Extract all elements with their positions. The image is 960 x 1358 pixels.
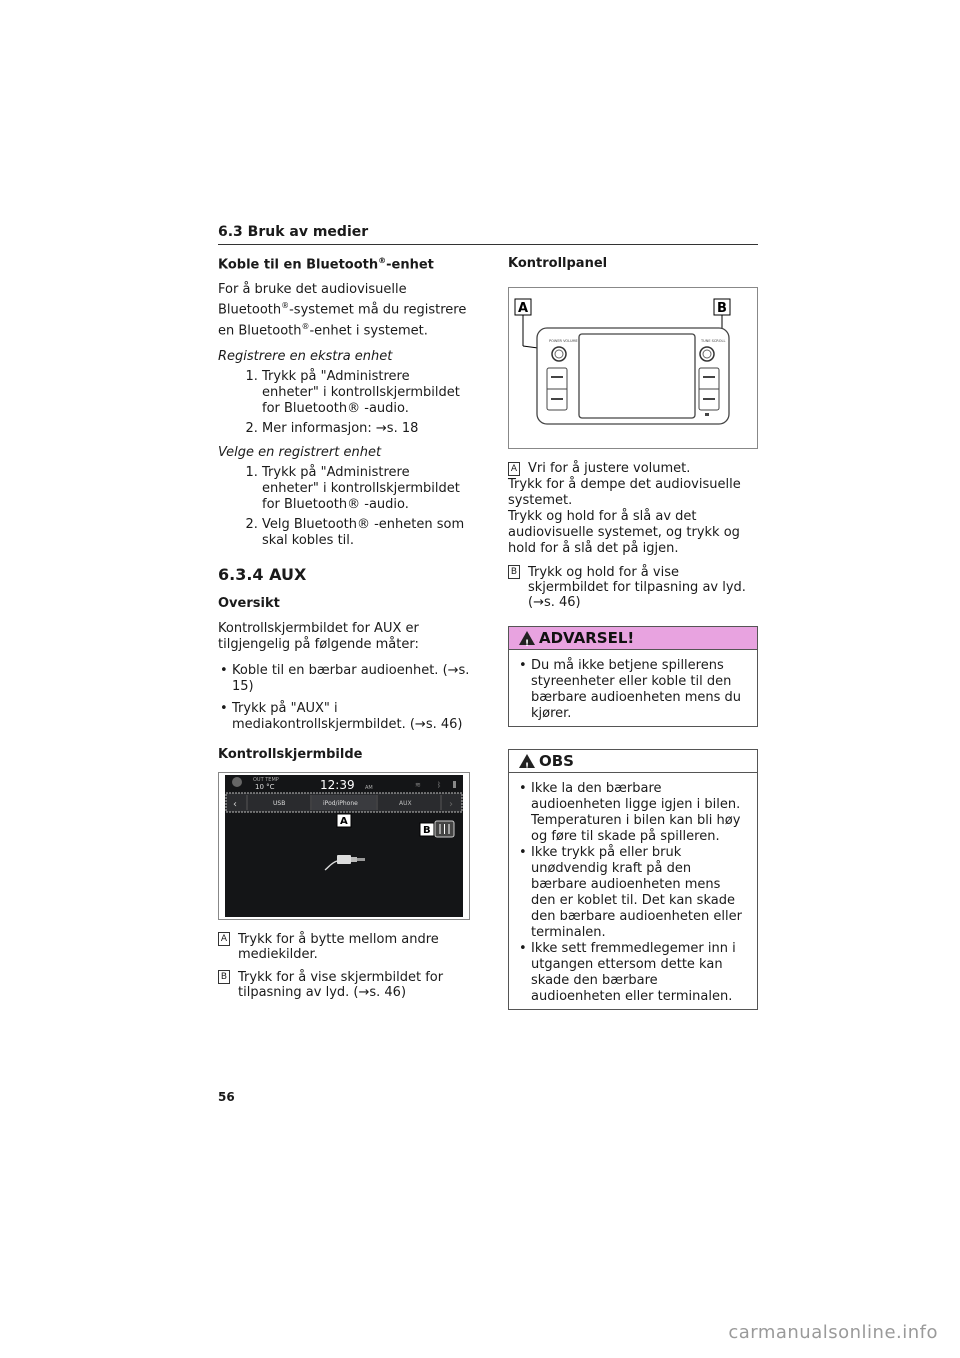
list-item <box>220 700 470 733</box>
aux-cable-icon <box>325 861 337 870</box>
list-item <box>519 845 749 941</box>
list-item <box>519 781 749 845</box>
bullet-icon: • <box>220 662 228 678</box>
bluetooth-heading-suffix: -enhet <box>386 257 434 273</box>
control-panel-illustration <box>508 287 758 449</box>
bullet-icon: • <box>519 845 527 860</box>
panel-callout-a <box>508 461 758 557</box>
am-pm: AM <box>365 784 373 791</box>
bluetooth-intro <box>218 282 470 339</box>
callout-label: B <box>508 565 520 579</box>
callout-text: Vri for å justere volumet. <box>528 461 691 476</box>
label-a: A <box>340 815 348 827</box>
warning-box <box>508 626 758 727</box>
aux-plug-icon <box>337 855 351 864</box>
overview-heading: Oversikt <box>218 595 280 611</box>
callout-label: A <box>508 462 520 476</box>
head-unit-display <box>579 334 695 418</box>
callout-label: A <box>218 932 230 946</box>
bullet-icon: • <box>519 658 527 673</box>
screen-graphics <box>225 775 463 917</box>
tab-usb[interactable]: USB <box>273 799 286 807</box>
aux-heading: 6.3.4 AUX <box>218 564 307 584</box>
button-mark <box>551 376 563 378</box>
panel-graphics <box>509 288 757 448</box>
register-title: Registrere en ekstra enhet <box>218 348 393 364</box>
button-mark <box>551 398 563 400</box>
back-chevron-icon[interactable]: ‹ <box>233 798 237 810</box>
callout-text: Trykk for å vise skjermbildet for tilpasning av lyd. (→s. 46) <box>238 969 444 1000</box>
label-b: B <box>717 301 727 316</box>
registered-mark: ® <box>281 301 290 311</box>
obs-body <box>509 773 757 1009</box>
tab-ipod[interactable]: iPod/iPhone <box>323 799 358 807</box>
section-divider <box>218 244 758 245</box>
obs-box <box>508 749 758 1010</box>
overview-list <box>218 663 470 733</box>
caution-icon <box>519 754 535 768</box>
register-step-2: 2. Mer informasjon: →s. 18 <box>262 421 470 437</box>
screen-callout-b <box>218 970 470 1000</box>
aux-plug-tip-icon <box>351 857 357 862</box>
screen-heading: Kontrollskjermbilde <box>218 746 363 762</box>
bluetooth-icon: ᛒ <box>437 780 442 789</box>
section-title: 6.3 Bruk av medier <box>218 224 369 240</box>
bluetooth-heading <box>218 256 470 272</box>
footer-watermark: carmanualsonline.info <box>728 1322 938 1343</box>
temperature: 10 °C <box>255 782 275 791</box>
wifi-icon: ≋ <box>415 780 421 789</box>
obs-title: OBS <box>539 752 574 770</box>
callout-text: Trykk for å bytte mellom andre mediekilder. <box>238 931 439 962</box>
register-steps <box>218 369 470 437</box>
select-steps <box>218 465 470 549</box>
page-number: 56 <box>218 1090 235 1104</box>
button-mark <box>703 376 715 378</box>
list-item-text: Du må ikke betjene spillerens styreenheter eller koble til den bærbare audioenheten mens du kjører. <box>531 658 742 721</box>
warning-header <box>509 627 757 650</box>
intro-part-2: -systemet må du registrere en Bluetooth <box>218 302 467 338</box>
power-volume-label: POWER VOLUME <box>549 339 578 343</box>
registered-mark: ® <box>301 321 310 331</box>
intro-part-1: For å bruke det audiovisuelle Bluetooth <box>218 282 407 318</box>
aux-plug-pin-icon <box>357 858 365 861</box>
select-title: Velge en registrert enhet <box>218 444 382 460</box>
callout-text: Trykk for å dempe det audiovisuelle systemet. <box>508 477 741 508</box>
bullet-icon: • <box>220 700 228 716</box>
list-item-text: Koble til en bærbar audioenhet. (→s. 15) <box>232 662 470 694</box>
volume-knob-center <box>555 350 563 358</box>
callout-label: B <box>218 970 230 984</box>
callout-text: Trykk og hold for å slå av det audiovisuelle systemet, og trykk og hold for å slå det på igjen. <box>508 509 740 556</box>
forward-chevron-icon[interactable]: › <box>449 798 453 810</box>
list-item-text: Ikke trykk på eller bruk unødvendig kraft på den bærbare audioenheten mens den er koblet til. Det kan skade den bærbare audioenheten eller terminalen. <box>531 845 742 940</box>
obs-header <box>509 750 757 773</box>
register-step-1: 1. Trykk på "Administrere enheter" i kontrollskjermbildet for Bluetooth® -audio. <box>262 369 470 417</box>
warning-title: ADVARSEL! <box>539 629 635 647</box>
bullet-icon: • <box>519 781 527 796</box>
list-item <box>220 662 470 695</box>
select-step-1: 1. Trykk på "Administrere enheter" i kontrollskjermbildet for Bluetooth® -audio. <box>262 465 470 513</box>
screen-display <box>225 775 463 917</box>
callout-text: Trykk og hold for å vise skjermbildet for tilpasning av lyd. (→s. 46) <box>528 565 746 610</box>
intro-part-3: -enhet i systemet. <box>309 322 428 338</box>
battery-icon <box>453 781 456 788</box>
overview-text: Kontrollskjermbildet for AUX er tilgjengelig på følgende måter: <box>218 620 419 652</box>
obs-list <box>517 781 749 1005</box>
list-item-text: Ikke sett fremmedlegemer inn i utgangen ettersom dette kan skade den bærbare audioenheten eller terminalen. <box>531 941 736 1004</box>
warning-icon <box>519 631 535 645</box>
button-mark <box>703 398 715 400</box>
select-step-2: 2. Velg Bluetooth® -enheten som skal kobles til. <box>262 517 470 549</box>
out-temp-label: OUT TEMP <box>253 776 279 783</box>
indicator-light <box>705 413 709 416</box>
tune-knob-center <box>703 350 711 358</box>
home-icon <box>232 777 242 787</box>
list-item-text: Trykk på "AUX" i mediakontrollskjermbildet. (→s. 46) <box>232 700 463 732</box>
left-column <box>218 256 470 1008</box>
bluetooth-heading-text: Koble til en Bluetooth <box>218 257 379 273</box>
bullet-icon: • <box>519 941 527 956</box>
warning-body <box>509 650 757 726</box>
label-a: A <box>518 301 529 316</box>
registered-mark: ® <box>378 256 387 265</box>
clock: 12:39 <box>320 777 355 792</box>
screen-callout-a <box>218 932 470 962</box>
panel-heading: Kontrollpanel <box>508 256 608 271</box>
tune-scroll-label: TUNE SCROLL <box>701 339 726 343</box>
control-screen-illustration <box>218 772 470 920</box>
warning-list <box>517 658 749 722</box>
list-item-text: Ikke la den bærbare audioenheten ligge igjen i bilen. Temperaturen i bilen kan bli høy og føre til skade på spilleren. <box>531 781 741 844</box>
label-b: B <box>423 824 431 836</box>
tab-aux[interactable]: AUX <box>399 799 412 807</box>
list-item <box>519 658 749 722</box>
right-column <box>508 256 758 1010</box>
panel-callout-b <box>508 565 758 610</box>
list-item <box>519 941 749 1005</box>
